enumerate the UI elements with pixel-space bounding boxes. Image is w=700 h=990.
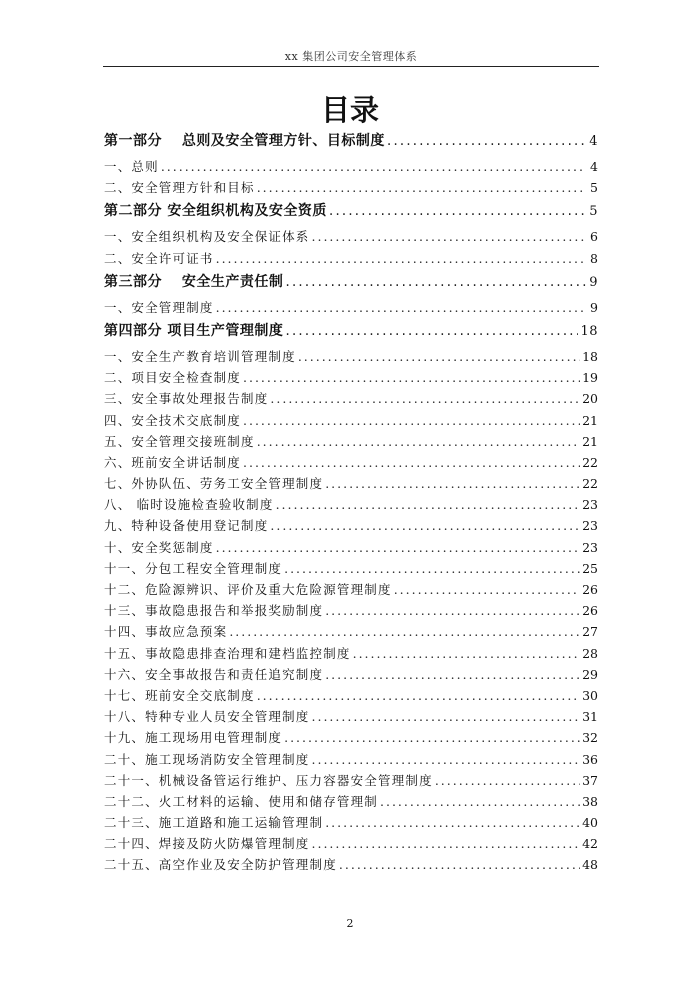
- toc-entry-label: 二、安全许可证书: [104, 250, 214, 266]
- toc-entry-label: 十、安全奖惩制度: [104, 539, 214, 555]
- toc-part-entry[interactable]: [104, 320, 598, 342]
- toc-dot-leader: [325, 664, 580, 685]
- header-divider: [103, 66, 599, 67]
- toc-entry-label: 四、安全技术交底制度: [104, 412, 242, 428]
- toc-entry-page: 18: [582, 348, 598, 364]
- toc-entry-page: 20: [582, 391, 598, 407]
- toc-dot-leader: [329, 200, 586, 222]
- toc-entry-page: 21: [582, 412, 598, 428]
- toc-entry-label: 二十五、高空作业及安全防护管理制度: [104, 857, 337, 873]
- toc-entry[interactable]: [104, 473, 598, 494]
- toc-entry[interactable]: [104, 579, 598, 600]
- toc-dot-leader: [270, 388, 580, 409]
- toc-entry-label: 第一部分 总则及安全管理方针、目标制度: [104, 133, 385, 149]
- toc-entry-page: 29: [582, 666, 598, 682]
- toc-entry[interactable]: [104, 727, 598, 748]
- toc-entry-label: 一、安全管理制度: [104, 299, 214, 315]
- toc-entry[interactable]: [104, 706, 598, 727]
- toc-dot-leader: [216, 248, 586, 269]
- toc-entry[interactable]: [104, 156, 598, 177]
- toc-dot-leader: [257, 431, 580, 452]
- toc-dot-leader: [270, 515, 580, 536]
- running-header: xx 集团公司安全管理体系: [284, 50, 418, 63]
- toc-entry-page: 23: [582, 518, 598, 534]
- toc-entry-page: 40: [582, 815, 598, 831]
- toc-entry-page: 26: [582, 582, 598, 597]
- toc-entry-label: 二、项目安全检查制度: [104, 370, 242, 386]
- toc-dot-leader: [161, 156, 586, 177]
- toc-entry-page: 22: [582, 476, 598, 492]
- toc-dot-leader: [312, 706, 581, 727]
- toc-entry[interactable]: [104, 749, 598, 770]
- toc-entry-label: 七、外协队伍、劳务工安全管理制度: [104, 476, 324, 492]
- toc-entry-page: 19: [582, 370, 598, 386]
- toc-entry[interactable]: [104, 388, 598, 409]
- toc-entry[interactable]: [104, 226, 598, 247]
- toc-entry-page: 4: [589, 134, 598, 149]
- toc-entry[interactable]: [104, 664, 598, 685]
- toc-entry[interactable]: [104, 621, 598, 642]
- toc-entry-page: 27: [582, 624, 598, 640]
- toc-entry[interactable]: [104, 770, 598, 791]
- toc-entry-label: 十五、事故隐患排查治理和建档监控制度: [104, 645, 351, 661]
- toc-entry-page: 18: [580, 323, 598, 339]
- toc-entry-label: 二十一、机械设备管运行维护、压力容器安全管理制度: [104, 772, 433, 788]
- toc-entry-label: 二、安全管理方针和目标: [104, 180, 255, 196]
- toc-entry-page: 28: [582, 645, 598, 661]
- toc-entry-label: 十三、事故隐患报告和举报奖励制度: [104, 603, 324, 619]
- toc-dot-leader: [339, 854, 580, 875]
- toc-dot-leader: [285, 320, 578, 342]
- toc-entry-label: 十八、特种专业人员安全管理制度: [104, 709, 310, 725]
- toc-entry[interactable]: [104, 248, 598, 269]
- toc-entry-page: 23: [582, 539, 598, 555]
- toc-entry-label: 十一、分包工程安全管理制度: [104, 560, 283, 576]
- toc-part-entry[interactable]: [104, 271, 598, 293]
- toc-entry-label: 二十、施工现场消防安全管理制度: [104, 751, 310, 767]
- toc-entry[interactable]: [104, 791, 598, 812]
- page-number: 2: [346, 917, 354, 930]
- toc-entry[interactable]: [104, 515, 598, 536]
- toc-entry-label: 二十四、焊接及防火防爆管理制度: [104, 836, 310, 852]
- toc-dot-leader: [285, 271, 586, 293]
- toc-dot-leader: [284, 727, 580, 748]
- toc-entry[interactable]: [104, 346, 598, 367]
- toc-dot-leader: [380, 791, 580, 812]
- toc-dot-leader: [257, 177, 586, 198]
- toc-dot-leader: [312, 226, 586, 247]
- toc-entry-page: 36: [582, 751, 598, 767]
- toc-entry[interactable]: [104, 685, 598, 706]
- toc-entry-label: 十七、班前安全交底制度: [104, 687, 255, 703]
- toc-entry-page: 31: [582, 709, 598, 725]
- toc-dot-leader: [243, 452, 580, 473]
- toc-entry-label: 九、特种设备使用登记制度: [104, 518, 269, 534]
- toc-part-entry[interactable]: [104, 200, 598, 222]
- toc-dot-leader: [312, 833, 581, 854]
- toc-entry-page: 8: [590, 250, 598, 266]
- toc-entry[interactable]: [104, 643, 598, 664]
- toc-entry[interactable]: [104, 600, 598, 621]
- toc-entry-page: 26: [582, 603, 598, 619]
- toc-entry-page: 4: [590, 159, 598, 174]
- toc-entry[interactable]: [104, 812, 598, 833]
- toc-dot-leader: [325, 473, 580, 494]
- toc-entry-label: 八、 临时设施检查验收制度: [104, 497, 274, 513]
- toc-dot-leader: [216, 297, 586, 318]
- toc-dot-leader: [394, 579, 580, 600]
- toc-entry[interactable]: [104, 410, 598, 431]
- toc-entry-page: 23: [582, 497, 598, 513]
- toc-entry-label: 二十三、施工道路和施工运输管理制: [104, 815, 324, 831]
- toc-dot-leader: [284, 558, 580, 579]
- toc-entry[interactable]: [104, 367, 598, 388]
- toc-entry-page: 9: [590, 299, 598, 315]
- toc-entry[interactable]: [104, 431, 598, 452]
- toc-entry-page: 9: [589, 274, 598, 290]
- table-of-contents: [104, 128, 598, 876]
- toc-dot-leader: [276, 494, 581, 515]
- toc-entry-label: 一、安全生产教育培训管理制度: [104, 348, 296, 364]
- toc-entry-label: 五、安全管理交接班制度: [104, 433, 255, 449]
- toc-entry-page: 6: [590, 229, 598, 245]
- toc-dot-leader: [325, 812, 580, 833]
- toc-entry-label: 十九、施工现场用电管理制度: [104, 730, 283, 746]
- toc-entry[interactable]: [104, 833, 598, 854]
- toc-entry-page: 37: [582, 772, 598, 788]
- page-title: 目录: [320, 93, 379, 127]
- toc-entry-label: 一、总则: [104, 159, 159, 174]
- toc-entry-page: 42: [582, 836, 598, 852]
- toc-dot-leader: [257, 685, 580, 706]
- toc-entry-page: 5: [589, 204, 598, 220]
- toc-entry-label: 一、安全组织机构及安全保证体系: [104, 229, 310, 245]
- toc-entry[interactable]: [104, 854, 598, 875]
- toc-dot-leader: [243, 410, 580, 431]
- toc-entry-label: 六、班前安全讲话制度: [104, 454, 242, 470]
- toc-entry[interactable]: [104, 177, 598, 198]
- toc-entry-page: 21: [582, 433, 598, 449]
- toc-entry-label: 第二部分 安全组织机构及安全资质: [104, 203, 327, 220]
- toc-entry-label: 二十二、火工材料的运输、使用和储存管理制: [104, 793, 379, 809]
- toc-entry[interactable]: [104, 452, 598, 473]
- toc-entry[interactable]: [104, 558, 598, 579]
- toc-dot-leader: [387, 130, 586, 152]
- toc-entry-page: 38: [582, 793, 598, 809]
- toc-entry-page: 25: [582, 560, 598, 576]
- toc-dot-leader: [243, 367, 580, 388]
- toc-dot-leader: [216, 537, 580, 558]
- toc-dot-leader: [353, 643, 580, 664]
- toc-entry[interactable]: [104, 494, 598, 515]
- toc-entry-page: 48: [582, 857, 598, 873]
- toc-entry-label: 十四、事故应急预案: [104, 624, 228, 640]
- toc-entry-page: 32: [582, 730, 598, 746]
- toc-entry-label: 十六、安全事故报告和责任追究制度: [104, 666, 324, 682]
- toc-entry-page: 5: [590, 180, 598, 196]
- toc-entry-label: 第三部分 安全生产责任制: [104, 273, 284, 290]
- toc-entry[interactable]: [104, 297, 598, 318]
- toc-entry-page: 30: [582, 687, 598, 703]
- toc-dot-leader: [312, 749, 581, 770]
- toc-entry[interactable]: [104, 537, 598, 558]
- toc-dot-leader: [325, 600, 580, 621]
- toc-entry-label: 第四部分 项目生产管理制度: [104, 322, 284, 339]
- toc-dot-leader: [298, 346, 580, 367]
- toc-entry-label: 十二、危险源辨识、评价及重大危险源管理制度: [104, 582, 392, 597]
- toc-dot-leader: [435, 770, 580, 791]
- toc-part-entry[interactable]: [104, 130, 598, 152]
- toc-entry-label: 三、安全事故处理报告制度: [104, 391, 269, 407]
- toc-dot-leader: [229, 621, 580, 642]
- toc-entry-page: 22: [582, 454, 598, 470]
